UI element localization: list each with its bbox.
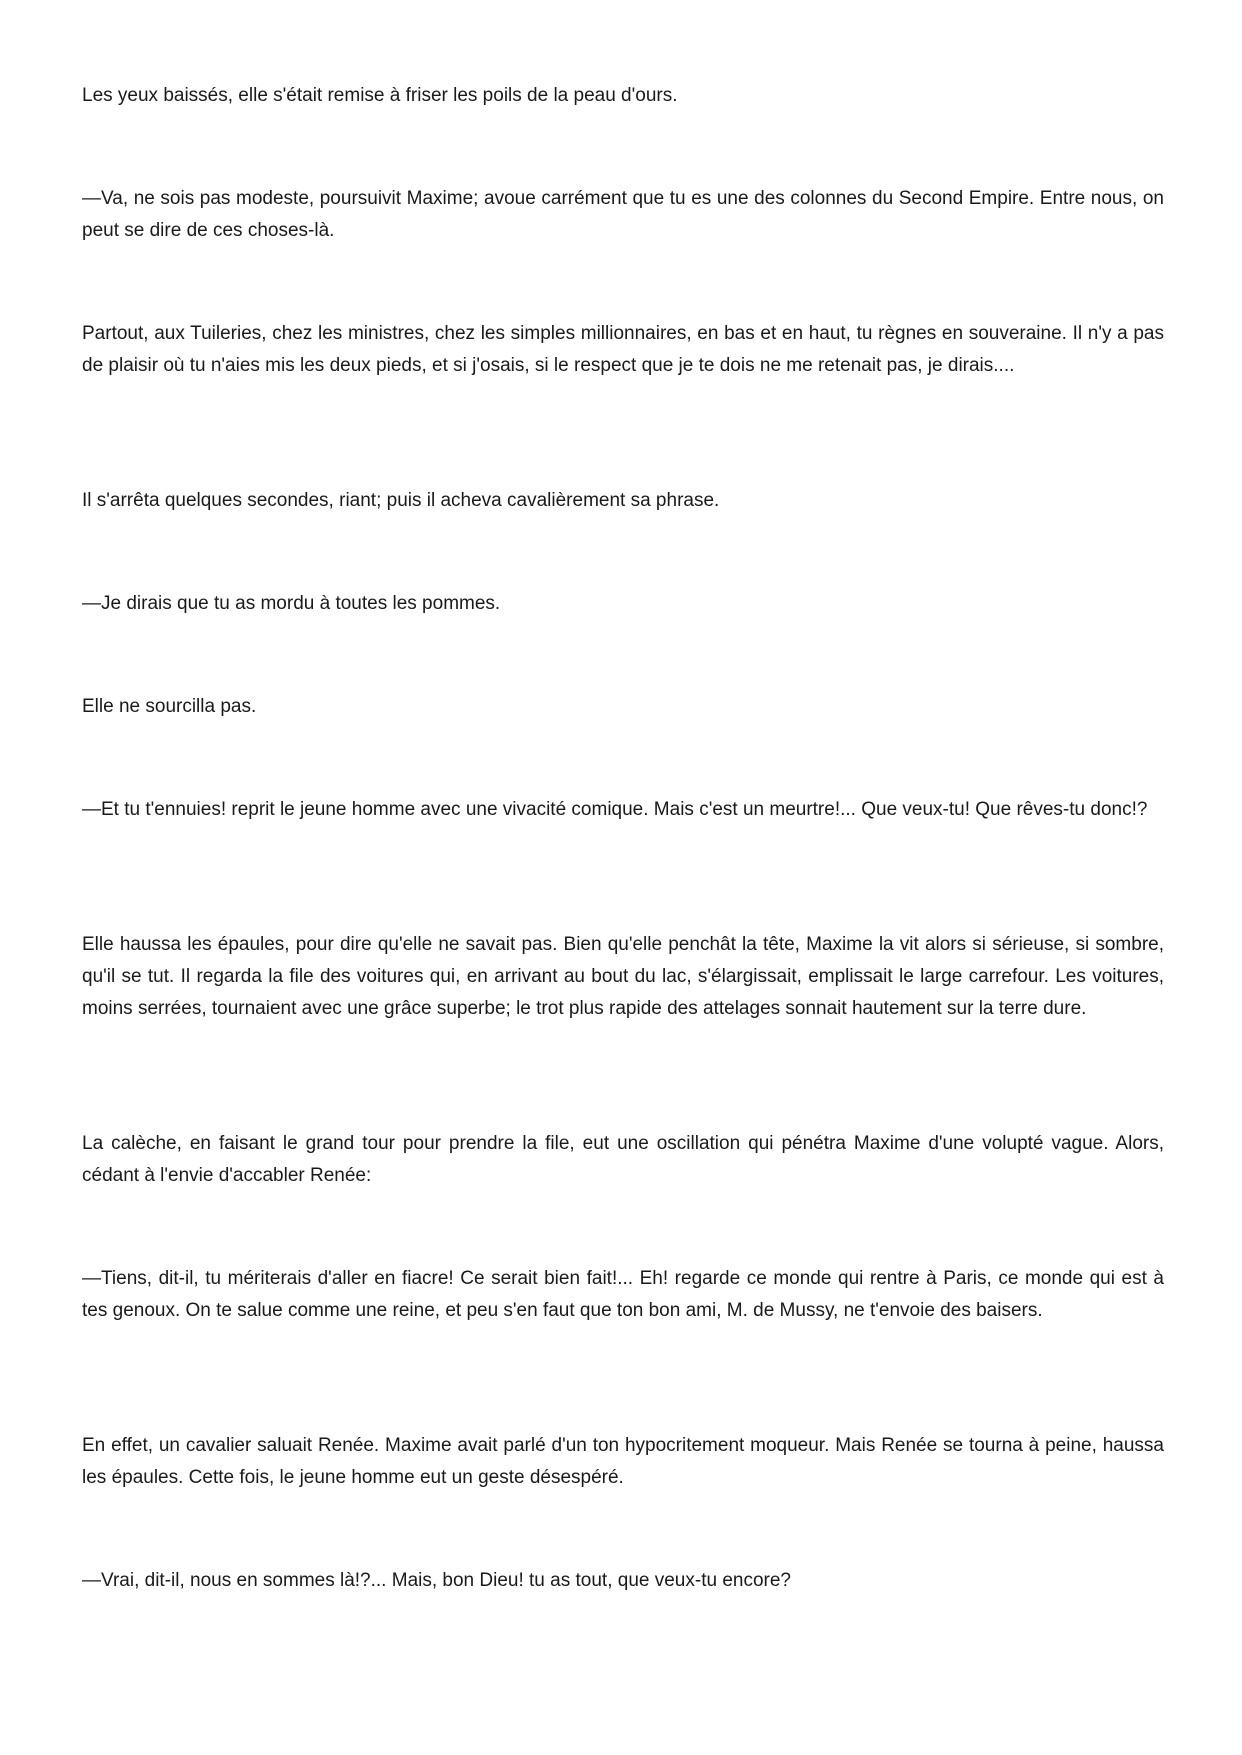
paragraph: Les yeux baissés, elle s'était remise à friser les poils de la peau d'ours.	[82, 85, 678, 106]
paragraph: En effet, un cavalier saluait Renée. Maxime avait parlé d'un ton hypocritement moqueur. Mais Renée se tourna à peine, haussa les épaules. Cette fois, le jeune homme eut un geste désespéré.	[82, 1435, 1164, 1488]
paragraph: —Et tu t'ennuies! reprit le jeune homme avec une vivacité comique. Mais c'est un meurtre!... Que veux-tu! Que rêves-tu donc!?	[82, 799, 1148, 820]
paragraph: —Tiens, dit-il, tu mériterais d'aller en fiacre! Ce serait bien fait!... Eh! regarde ce monde qui rentre à Paris, ce monde qui est à tes genoux. On te salue comme une reine, et peu s'en faut que ton bon ami, M. de Mussy, ne t'envoie des baisers.	[82, 1268, 1164, 1321]
paragraph: La calèche, en faisant le grand tour pour prendre la file, eut une oscillation qui pénétra Maxime d'une volupté vague. Alors, cédant à l'envie d'accabler Renée:	[82, 1133, 1164, 1186]
paragraph: Elle ne sourcilla pas.	[82, 696, 257, 717]
paragraph: —Je dirais que tu as mordu à toutes les pommes.	[82, 593, 501, 614]
paragraph: Partout, aux Tuileries, chez les ministres, chez les simples millionnaires, en bas et en haut, tu règnes en souveraine. Il n'y a pas de plaisir où tu n'aies mis les deux pieds, et si j'osais, si le respect que je te dois ne me retenait pas, je dirais....	[82, 323, 1164, 376]
paragraph: —Vrai, dit-il, nous en sommes là!?... Mais, bon Dieu! tu as tout, que veux-tu encore?	[82, 1570, 791, 1591]
paragraph: —Va, ne sois pas modeste, poursuivit Maxime; avoue carrément que tu es une des colonnes du Second Empire. Entre nous, on peut se dire de ces choses-là.	[82, 188, 1164, 241]
paragraph: Elle haussa les épaules, pour dire qu'elle ne savait pas. Bien qu'elle penchât la tête, Maxime la vit alors si sérieuse, si sombre, qu'il se tut. Il regarda la file des voitures qui, en arrivant au bout du lac, s'élargissait, emplissait le large carrefour. Les voitures, moins serrées, tournaient avec une grâce superbe; le trot plus rapide des attelages sonnait hautement sur la terre dure.	[82, 934, 1164, 1019]
paragraph: Il s'arrêta quelques secondes, riant; puis il acheva cavalièrement sa phrase.	[82, 490, 720, 511]
